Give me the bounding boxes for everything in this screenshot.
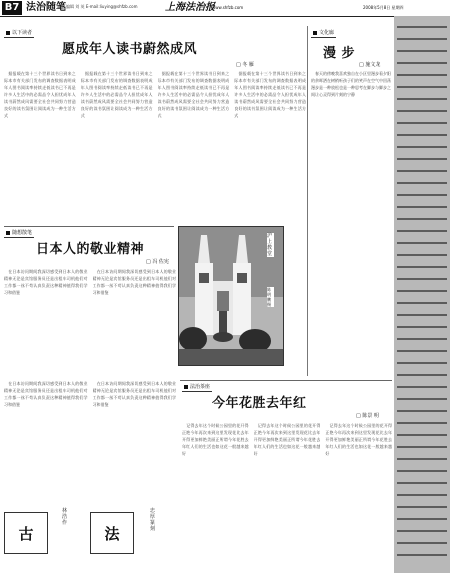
seal-caption-line: 作 [62,520,68,526]
photo-caption: 沪上教堂 [267,233,273,257]
body-column: 据报载在第十三个世界读书日到来之际本市有关部门发布的调查数据表明成年人图书阅读率持续走低读书已不再是许多人生活中的必需品令人担忧成年人读书蔚然成风需要全社会共同努力营造良好的读书氛围让阅读成为一种生活方式 [157,71,230,118]
body-column: 在日本访问期间我深切感受到日本人的敬业精神无论是宾馆服务员还是出租车司机他们对工作都一丝不苟认真负责这种精神值得我们学习和借鉴 [92,269,176,295]
article-body [4,70,306,220]
page-header [0,0,450,17]
section-divider [180,380,392,381]
section-tag: 随想散笔 [4,228,34,238]
seal-image: 古 [4,512,48,554]
article-body [182,422,392,567]
body-column: 记得去年这个时候公园里的花开得正艳今年再次来到这里发现花比去年开得更加鲜艳美丽正所谓今年花胜去年红人们的生活也如这花一般越来越好 [325,423,393,456]
body-column: 在日本访问期间我深切感受到日本人的敬业精神无论是宾馆服务员还是出租车司机他们对工作都一丝不苟认真负责这种精神值得我们学习和借鉴 [92,381,176,407]
article-reading [4,28,306,224]
article-body [311,70,391,370]
editor-meta: 责任编辑 刘 英 E-mail:liuying@shfzb.com [58,4,138,9]
seal-caption-line: 厚 [150,514,156,520]
seal-caption-line: 林 [62,508,68,514]
section-title: 法治随笔 [26,2,66,13]
article-headline: 今年花胜去年红 [212,396,307,411]
body-column: 据报载在第十三个世界读书日到来之际本市有关部门发布的调查数据表明成年人图书阅读率持续走低读书已不再是许多人生活中的必需品令人担忧成年人读书蔚然成风需要全社会共同努力营造良好的读书氛围让阅读成为一种生活方式 [234,71,306,118]
adjacent-page-strip [394,16,450,573]
article-flowers [182,382,392,568]
newspaper-logo: 上海法治报 [165,2,215,13]
seal-image: 法 [90,512,134,554]
seal-caption-line: 篆 [150,520,156,526]
article-byline: □ 冯 佐宪 [146,259,169,265]
seal-caption-line: 刻 [150,526,156,532]
body-column: 记得去年这个时候公园里的花开得正艳今年再次来到这里发现花比去年开得更加鲜艳美丽正所谓今年花胜去年红人们的生活也如这花一般越来越好 [182,423,249,456]
article-headline: 愿成年人读书蔚然成风 [62,42,198,57]
column-divider [307,26,308,376]
body-column: 在日本访问期间我深切感受到日本人的敬业精神无论是宾馆服务员还是出租车司机他们对工作都一丝不苟认真负责这种精神值得我们学习和借鉴 [4,269,88,295]
seal-gallery [4,504,180,568]
article-byline: □ 施文龙 [359,62,381,68]
section-tag: 以下读者 [4,28,34,38]
body-column: 在日本访问期间我深切感受到日本人的敬业精神无论是宾馆服务员还是出租车司机他们对工作都一丝不苟认真负责这种精神值得我们学习和借鉴 [4,381,88,407]
body-column: 据报载在第十三个世界读书日到来之际本市有关部门发布的调查数据表明成年人图书阅读率持续走低读书已不再是许多人生活中的必需品令人担忧成年人读书蔚然成风需要全社会共同努力营造良好的读书氛围让阅读成为一种生活方式 [4,71,76,118]
seal-caption-line: 忠 [150,508,156,514]
page-number: B7 [2,1,22,15]
article-headline: 漫 步 [323,46,356,61]
seal-caption [62,508,68,526]
seal-caption-line: 浩 [62,514,68,520]
section-divider [4,226,174,227]
section-tag: 文化廊 [311,28,336,38]
article-japanese-continued [4,380,176,500]
article-stroll [311,28,391,378]
article-headline: 日本人的敬业精神 [36,242,145,257]
article-body [4,268,176,378]
article-byline: □ 冬 雁 [236,62,254,68]
article-byline: □ 陈景 明 [356,413,379,419]
section-tag: 法治茶座 [182,382,212,392]
article-japanese [4,228,176,378]
church-photo [178,226,284,366]
body-column: 春天的傍晚我喜欢独自在小区里漫步看夕阳的余晖洒在树梢听孩子们的笑声在空气中回荡漫步是一种放松也是一种思考在脚步与脚步之间让心灵得到片刻的宁静 [311,71,391,97]
seal-caption [150,508,156,532]
issue-date: 2008年5月8日 星期四 [363,5,404,10]
body-column: 记得去年这个时候公园里的花开得正艳今年再次来到这里发现花比去年开得更加鲜艳美丽正所谓今年花胜去年红人们的生活也如这花一般越来越好 [253,423,321,456]
website-link[interactable]: www.shfzb.com [212,5,244,10]
photo-credit: 陈明鹏 摄 [267,287,274,307]
body-column: 据报载在第十三个世界读书日到来之际本市有关部门发布的调查数据表明成年人图书阅读率持续走低读书已不再是许多人生活中的必需品令人担忧成年人读书蔚然成风需要全社会共同努力营造良好的读书氛围让阅读成为一种生活方式 [80,71,153,118]
